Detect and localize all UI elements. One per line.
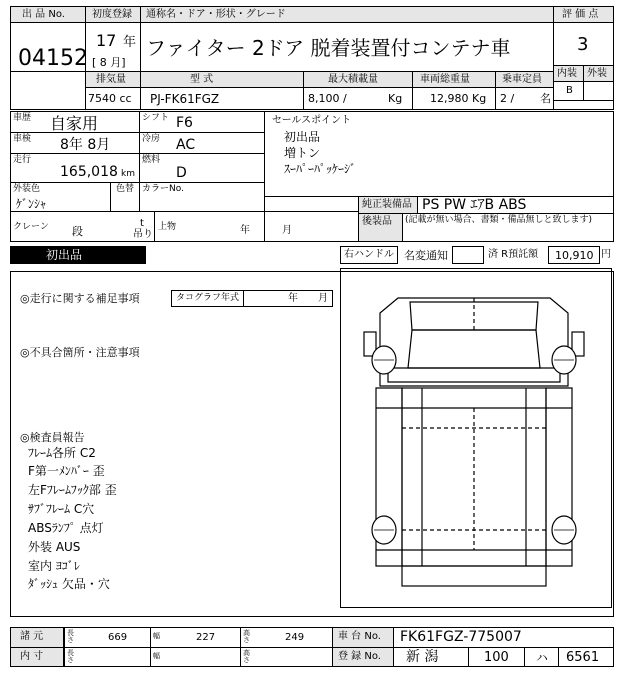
- fuel-label: 燃料: [142, 155, 161, 165]
- inspector-item: F第一ﾒﾝﾊﾞｰ 歪: [28, 464, 105, 478]
- spec-totalweight: 12,980 Kg: [430, 92, 487, 105]
- interior-grade: B: [566, 85, 573, 96]
- recycle-label: 済 R預託額: [488, 249, 539, 260]
- inspector-item: ﾌﾚｰﾑ各所 C2: [28, 446, 96, 460]
- genuine-value: PS PW ｴｱB ABS: [422, 197, 527, 213]
- upholstery-label: 上物: [158, 222, 177, 232]
- reg-divider: [468, 647, 469, 667]
- truck-diagram: [340, 268, 612, 608]
- exterior-grade-cell: [583, 81, 614, 101]
- first-reg-year-unit: 年: [123, 35, 137, 50]
- ac-label: 冷房: [142, 134, 161, 144]
- yen-label: 円: [601, 249, 611, 260]
- chassis-value: FK61FGZ-775007: [400, 629, 522, 645]
- spec-displacement-label: 排気量: [96, 74, 126, 85]
- crane-hanging: 吊り: [133, 229, 153, 240]
- spec-model-code: PJ-FK61FGZ: [150, 92, 220, 106]
- inspector-report-label: ◎検査員報告: [20, 431, 85, 444]
- footer-divider: [240, 627, 241, 667]
- spec-maxload-unit: Kg: [388, 92, 403, 105]
- grade-value: 3: [577, 34, 589, 55]
- tacho-year: 年: [288, 293, 298, 304]
- interior-label: 内装: [557, 68, 577, 79]
- width-label: 幅: [153, 632, 160, 640]
- crane-dan: 段: [72, 225, 83, 238]
- reg-divider: [558, 647, 559, 667]
- vehicle-name: ファイター 2ドア 脱着装置付コンテナ車: [146, 36, 511, 60]
- height-label-2: 高さ: [243, 649, 250, 664]
- upholstery-month: 月: [282, 225, 292, 236]
- shift-value: F6: [176, 115, 193, 131]
- spec-displacement: 7540 cc: [88, 92, 132, 105]
- sales-point-1: 初出品: [284, 130, 321, 144]
- inspector-item: ﾀﾞｯｼｭ 欠品・穴: [28, 577, 110, 591]
- tacho-label: タコグラフ年式: [176, 293, 240, 303]
- sales-point-2: 増トン: [284, 146, 321, 160]
- color-no-label: カラーNo.: [142, 184, 184, 194]
- mileage-value: 165,018: [60, 164, 118, 180]
- dims-label: 諸 元: [20, 631, 44, 642]
- reg-class: 100: [484, 650, 509, 665]
- tacho-divider: [243, 290, 244, 307]
- crane-label: クレーン: [13, 222, 49, 232]
- mileage-label: 走行: [13, 155, 32, 165]
- inspection-value: 8年 8月: [60, 137, 111, 153]
- first-reg-year: 17: [96, 31, 117, 50]
- upholstery-year: 年: [240, 225, 250, 236]
- genuine-label: 純正装備品: [362, 199, 412, 210]
- spec-capacity: 2 /: [500, 92, 515, 105]
- chassis-label: 車 台 No.: [338, 631, 381, 642]
- ext-color-label: 外装色: [13, 184, 41, 194]
- inspector-item: ABSﾗﾝﾌﾟ 点灯: [28, 521, 104, 535]
- defect-notes-label: ◎不具合箇所・注意事項: [20, 346, 140, 359]
- height-label: 高さ: [243, 629, 250, 644]
- ext-color-value: ｹﾞﾝｼｬ: [16, 197, 47, 211]
- ac-value: AC: [176, 137, 196, 153]
- truck-rear: [402, 566, 546, 586]
- length-value: 669: [108, 632, 128, 643]
- first-reg-label: 初度登録: [92, 9, 132, 20]
- footer-divider: [64, 627, 65, 667]
- reg-region: 新 潟: [406, 649, 439, 665]
- history-value: 自家用: [50, 114, 99, 133]
- inspector-item: 室内 ﾖｺﾞﾚ: [28, 559, 80, 573]
- spec-maxload-label: 最大積載量: [328, 74, 378, 85]
- steering-text: 右ハンドル: [344, 249, 394, 260]
- color-change-label: 色替: [116, 184, 135, 194]
- reg-divider: [524, 647, 525, 667]
- shift-label: シフト: [142, 113, 170, 123]
- model-desc-label: 通称名・ドア・形状・グレード: [146, 9, 286, 20]
- name-change-box: [452, 246, 484, 264]
- footer-divider: [150, 627, 151, 667]
- mileage-unit: km: [121, 169, 135, 179]
- history-label: 車歴: [13, 113, 32, 123]
- exterior-label: 外装: [587, 68, 607, 79]
- inspection-label: 車検: [13, 134, 32, 144]
- aftermarket-note: (記載が無い場合、書類・備品無しと致します): [405, 215, 593, 225]
- interior-dims-label: 内 寸: [20, 651, 44, 662]
- reg-number: 6561: [566, 650, 600, 665]
- spec-totalweight-label: 車両総重量: [420, 74, 470, 85]
- truck-cab-outline: [380, 298, 568, 386]
- spec-model-label: 型 式: [190, 74, 214, 85]
- spec-capacity-unit: 名: [540, 92, 551, 105]
- first-reg-month: [ 8 月]: [92, 56, 126, 69]
- sales-point-3: ｽｰﾊﾟｰﾊﾟｯｹｰｼﾞ: [284, 162, 357, 176]
- reg-kana: ハ: [536, 651, 549, 665]
- first-listing-text: 初出品: [46, 248, 83, 262]
- lot-label: 出 品 No.: [22, 9, 65, 20]
- inspector-item: ｻﾌﾞﾌﾚｰﾑ C穴: [28, 502, 95, 516]
- sales-points-label: セールスポイント: [272, 115, 352, 126]
- upholstery-month-cell: [264, 211, 359, 242]
- spec-maxload: 8,100 /: [308, 92, 347, 105]
- grade-label: 評 価 点: [562, 9, 599, 20]
- container-body: [402, 388, 546, 566]
- truck-windshield: [408, 330, 540, 368]
- truck-cab-front: [388, 368, 560, 382]
- length-label-2: 長さ: [67, 649, 74, 664]
- reg-label: 登 録 No.: [338, 651, 381, 662]
- aftermarket-label: 後装品: [362, 216, 392, 227]
- spec-capacity-label: 乗車定員: [502, 74, 542, 85]
- inspector-item: 左Fﾌﾚｰﾑﾌｯｸ部 歪: [28, 483, 117, 497]
- driving-notes-label: ◎走行に関する補足事項: [20, 292, 140, 305]
- spec-model-label-cell: [140, 71, 304, 88]
- length-label: 長さ: [67, 629, 74, 644]
- height-value: 249: [285, 632, 305, 643]
- width-value: 227: [196, 632, 216, 643]
- width-label-2: 幅: [153, 652, 160, 660]
- lot-number: 04152: [18, 46, 88, 71]
- fuel-value: D: [176, 165, 187, 181]
- name-change-label: 名変通知: [404, 249, 448, 262]
- recycle-amount: 10,910: [555, 249, 594, 262]
- inspector-item: 外装 AUS: [28, 540, 81, 554]
- tacho-month: 月: [318, 293, 328, 304]
- crane-t: t: [140, 218, 144, 229]
